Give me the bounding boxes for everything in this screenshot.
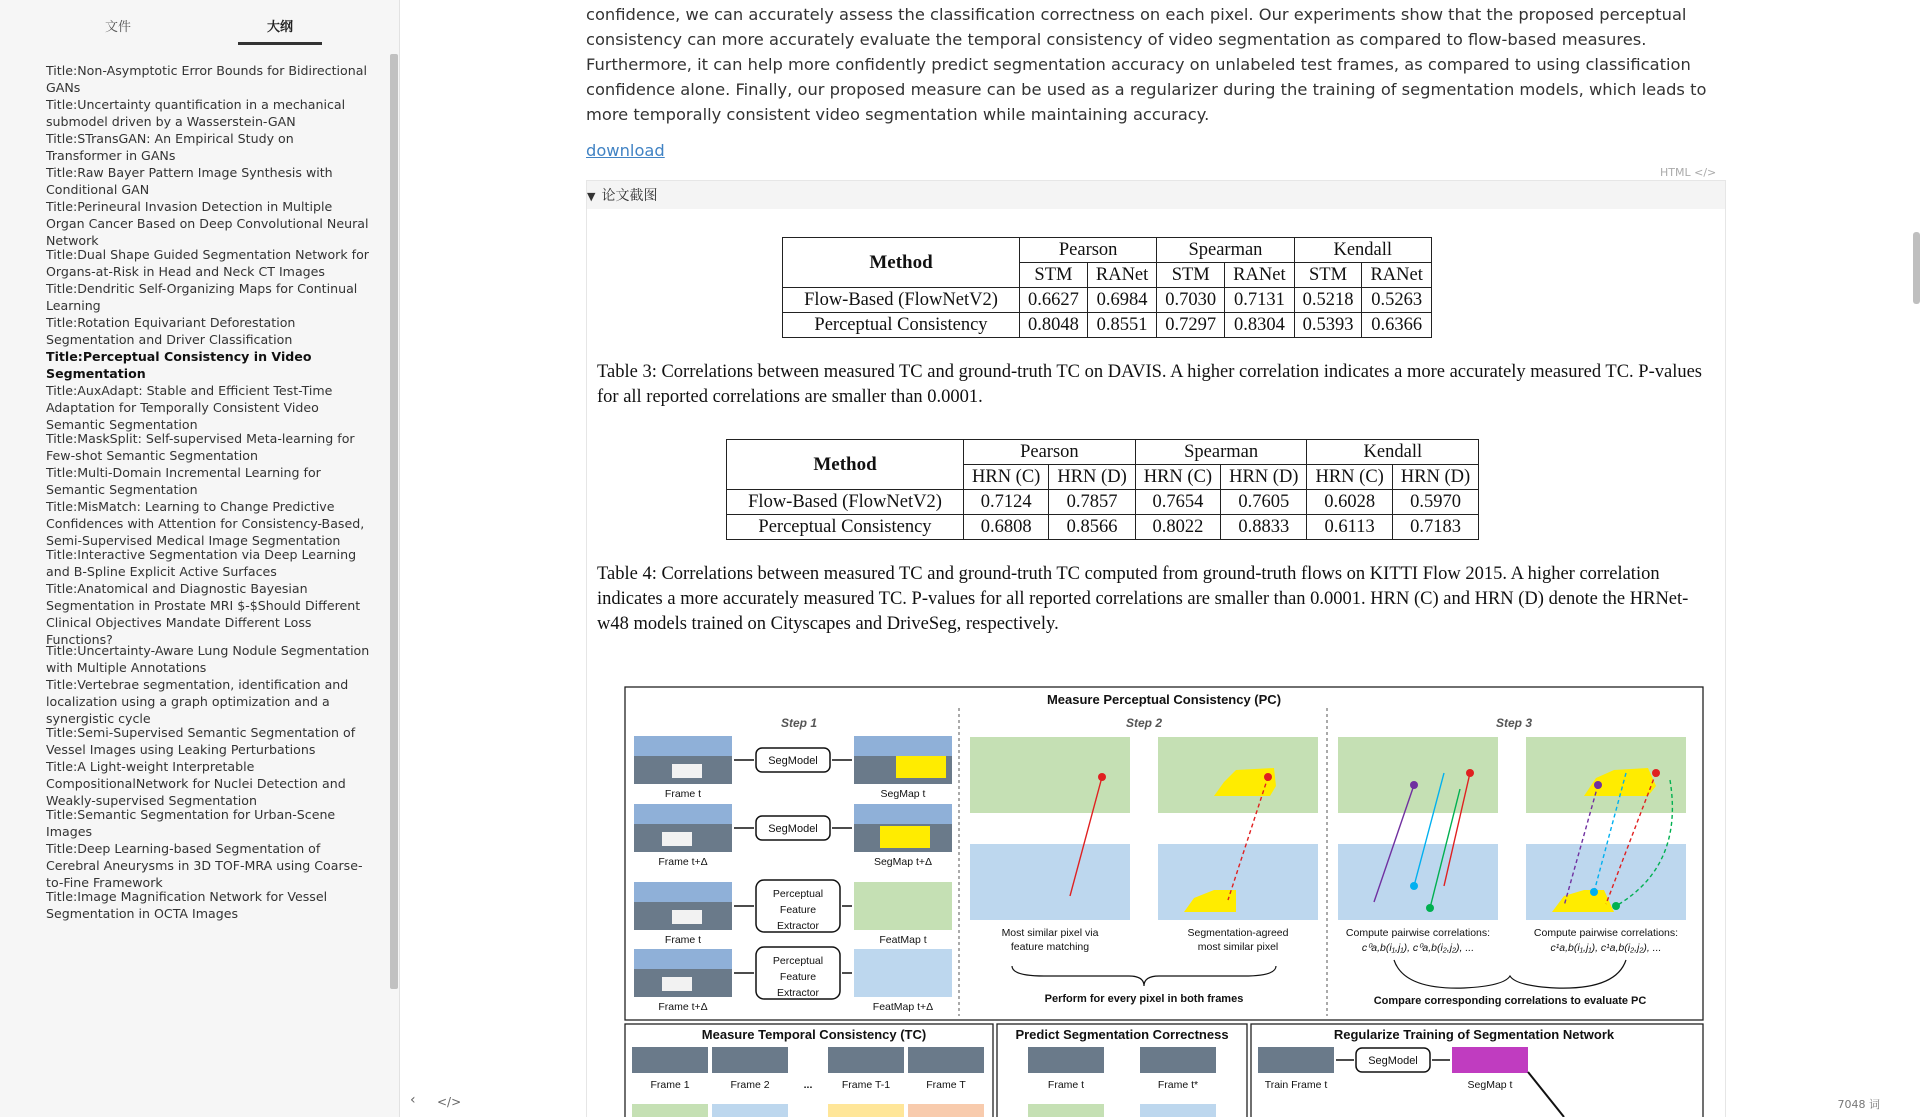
table-row: [783, 288, 1432, 313]
code-icon: </>: [1694, 166, 1717, 179]
details-summary-label: 论文截图: [601, 188, 658, 204]
table-cell: 0.6627: [1020, 288, 1088, 313]
match-point: [1264, 773, 1272, 781]
t4-subheader: HRN (D): [1049, 465, 1135, 490]
table-cell: 0.8551: [1087, 313, 1156, 338]
triangle-down-icon: ▼: [587, 190, 596, 203]
t4-subheader: HRN (D): [1392, 465, 1478, 490]
table-4-group-header: Spearman: [1135, 440, 1307, 465]
outline-item[interactable]: Title:Uncertainty quantification in a mechanical submodel driven by a Wasserstein-GAN: [46, 97, 346, 129]
sky: [854, 736, 952, 756]
sky: [634, 736, 732, 756]
table-cell: 0.8566: [1049, 515, 1135, 540]
table-cell: 0.6808: [964, 515, 1049, 540]
outline-item[interactable]: Title:Semi-Supervised Semantic Segmentation of Vessel Images using Leaking Perturbations: [46, 725, 356, 757]
van: [662, 977, 692, 991]
blue-panel: [970, 844, 1130, 920]
rt-frame-label: Train Frame t: [1264, 1079, 1328, 1091]
table-3-caption: [597, 360, 1717, 410]
t3-subheader: RANet: [1225, 263, 1294, 288]
segmap-thumb: [1452, 1047, 1528, 1073]
segmap-mask: [896, 756, 946, 778]
point: [1410, 882, 1418, 890]
table-3-group-header: Pearson: [1020, 238, 1157, 263]
segmodel-label: SegModel: [768, 823, 818, 835]
html-badge-label: HTML: [1660, 166, 1691, 179]
table-cell: 0.5970: [1392, 490, 1478, 515]
t4-subheader: HRN (C): [964, 465, 1049, 490]
t3-subheader: RANet: [1087, 263, 1156, 288]
details-header: [587, 181, 1725, 209]
pairwise-label: Compute pairwise correlations:: [1533, 927, 1679, 939]
point: [1590, 888, 1598, 896]
code-icon[interactable]: </>: [437, 1095, 462, 1109]
frame-thumb: [1140, 1047, 1216, 1073]
featmap-strip: [908, 1104, 984, 1117]
outline-item[interactable]: Title:Deep Learning-based Segmentation of Cerebral Aneurysms in 3D TOF-MRA using Coarse-to-Fine Framework: [46, 841, 363, 890]
step-3-label: Step 3: [1495, 716, 1533, 730]
outline-list: [0, 56, 385, 1117]
pfe-line-1: Perceptual: [772, 955, 824, 967]
method-figure: [624, 686, 1704, 1117]
table-4-method-header: Method: [727, 440, 964, 490]
outline-item[interactable]: Title:Vertebrae segmentation, identification and localization using a graph optimization and a synergistic cycle: [46, 677, 349, 726]
segmodel-label: SegModel: [768, 755, 818, 767]
pairwise-formula: c¹a,b(i₁,j₁), c¹a,b(i₂,j₂), ...: [1550, 942, 1662, 954]
point: [1612, 902, 1620, 910]
table-cell: 0.5218: [1294, 288, 1362, 313]
row-method: Perceptual Consistency: [727, 515, 964, 540]
table-cell: 0.7605: [1221, 490, 1307, 515]
match-point: [1098, 773, 1106, 781]
table-4: [726, 439, 1479, 540]
row-method: Flow-Based (FlowNetV2): [783, 288, 1020, 313]
outline-item[interactable]: Title:Semantic Segmentation for Urban-Scene Images: [46, 807, 336, 839]
point: [1466, 769, 1474, 777]
frame-thumb: [712, 1047, 788, 1073]
row-method: Flow-Based (FlowNetV2): [727, 490, 964, 515]
row-method: Perceptual Consistency: [783, 313, 1020, 338]
sidebar-scrollbar[interactable]: [390, 54, 398, 989]
featmap-green: [854, 882, 952, 930]
frame-thumb: [1028, 1047, 1104, 1073]
frame-label: Frame t+Δ: [658, 1001, 708, 1013]
table-cell: 0.6028: [1307, 490, 1392, 515]
table-cell: 0.7124: [964, 490, 1049, 515]
t3-subheader: STM: [1294, 263, 1362, 288]
sky: [634, 804, 732, 824]
table-cell: 0.8833: [1221, 515, 1307, 540]
van: [662, 832, 692, 846]
abstract-text: confidence, we can accurately assess the classification correctness on each pixel. Our experiments show that the proposed perceptual consistency can more accurately evaluate the temporal consistency of video segmentation as compared to flow-based measures. Furthermore, it can help more confidently predict segmentation accuracy on unlabeled test frames, as compared to using classification confidence alone. Finally, our proposed measure can be used as a regularizer during the training of segmentation models, which leads to more temporally consistent video segmentation while maintaining accuracy.: [586, 5, 1707, 124]
most-similar-line-1: Most similar pixel via: [1001, 927, 1099, 939]
html-badge[interactable]: [1660, 166, 1716, 179]
outline-item[interactable]: Title:A Light-weight Interpretable CompositionalNetwork for Nuclei Detection and Weakly-supervised Segmentation: [46, 759, 346, 808]
table-3-caption-label: Table 3:: [597, 362, 657, 382]
t3-subheader: STM: [1157, 263, 1225, 288]
frame-thumb: [1258, 1047, 1334, 1073]
table-cell: 0.7857: [1049, 490, 1135, 515]
point: [1426, 904, 1434, 912]
blue-panel: [1158, 844, 1318, 920]
download-link[interactable]: download: [586, 141, 665, 160]
seg-agreed-line-2: most similar pixel: [1197, 941, 1279, 953]
featmap-strip: [1140, 1104, 1216, 1117]
tc-frame-label: Frame 1: [650, 1079, 690, 1091]
featmap-label: FeatMap t+Δ: [872, 1001, 934, 1013]
featmap-strip: [1028, 1104, 1104, 1117]
featmap-strip: [712, 1104, 788, 1117]
word-count: 7048 词: [1837, 1098, 1880, 1111]
compare-label: Compare corresponding correlations to evaluate PC: [1373, 995, 1647, 1007]
table-cell: 0.8048: [1020, 313, 1088, 338]
outline-item[interactable]: Title:Perineural Invasion Detection in Multiple Organ Cancer Based on Deep Convolutional Neural Network: [46, 199, 369, 248]
tc-frame-label: ...: [803, 1079, 813, 1091]
pairwise-formula: c⁰a,b(i₁,j₁), c⁰a,b(i₂,j₂), ...: [1361, 942, 1475, 954]
frame-thumb: [632, 1047, 708, 1073]
point: [1652, 769, 1660, 777]
outline-item[interactable]: Title:MaskSplit: Self-supervised Meta-learning for Few-shot Semantic Segmentation: [46, 431, 355, 463]
outline-item[interactable]: Title:Anatomical and Diagnostic Bayesian Segmentation in Prostate MRI $-$Should Different Clinical Objectives Mandate Different Loss Functions?: [46, 581, 361, 647]
table-4-group-header: Pearson: [964, 440, 1136, 465]
outline-item[interactable]: Title:Image Magnification Network for Vessel Segmentation in OCTA Images: [46, 889, 328, 921]
frame-label: Frame t+Δ: [658, 856, 708, 868]
sidebar-tabs: [0, 0, 399, 48]
table-3-caption-text: Correlations between measured TC and ground-truth TC on DAVIS. A higher correlation indicates a more accurately measured TC. P-values for all reported correlations are smaller than 0.0001.: [597, 362, 1702, 407]
tc-frame-label: Frame 2: [730, 1079, 770, 1091]
table-cell: 0.5393: [1294, 313, 1362, 338]
tc-title: Measure Temporal Consistency (TC): [701, 1027, 927, 1042]
table-row: [727, 490, 1479, 515]
sky: [634, 949, 732, 969]
table-cell: 0.7183: [1392, 515, 1478, 540]
pfe-line-1: Perceptual: [772, 888, 824, 900]
featmap-label: FeatMap t: [879, 934, 927, 946]
t4-subheader: HRN (D): [1221, 465, 1307, 490]
point: [1594, 781, 1602, 789]
table-cell: 0.8022: [1135, 515, 1220, 540]
table-cell: 0.8304: [1225, 313, 1294, 338]
frame-label: Frame t: [664, 934, 702, 946]
pfe-line-2: Feature: [779, 971, 817, 983]
tab-files[interactable]: 文件: [104, 20, 131, 35]
main-scrollbar-thumb[interactable]: [1913, 232, 1920, 304]
blue-panel: [1338, 844, 1498, 920]
table-cell: 0.7654: [1135, 490, 1220, 515]
rt-segmap-label: SegMap t: [1467, 1079, 1513, 1091]
table-4-caption-text: Correlations between measured TC and ground-truth TC computed from ground-truth flows on KITTI Flow 2015. A higher correlation indicates a more accurately measured TC. P-values for all reported correlations are smaller than 0.0001. HRN (C) and HRN (D) denote the HRNet-w48 models trained on Cityscapes and DriveSeg, respectively.: [597, 564, 1689, 634]
step-1-label: Step 1: [780, 716, 818, 730]
sky: [854, 804, 952, 824]
table-3-group-header: Spearman: [1157, 238, 1294, 263]
green-panel: [970, 737, 1130, 813]
t4-subheader: HRN (C): [1307, 465, 1392, 490]
table-cell: 0.6113: [1307, 515, 1392, 540]
perform-label: Perform for every pixel in both frames: [1044, 993, 1244, 1005]
frame-label: Frame t: [664, 788, 702, 800]
van: [672, 910, 702, 924]
seg-agreed-line-1: Segmentation-agreed: [1187, 927, 1289, 939]
tc-frame-label: Frame T-1: [841, 1079, 891, 1091]
van: [672, 764, 702, 778]
point: [1410, 781, 1418, 789]
featmap-strip: [828, 1104, 904, 1117]
frame-thumb: [908, 1047, 984, 1073]
psc-frame-label: Frame t*: [1157, 1079, 1199, 1091]
table-cell: 0.7297: [1157, 313, 1225, 338]
table-4-caption: [597, 562, 1717, 637]
outline-item[interactable]: Title:STransGAN: An Empirical Study on Transformer in GANs: [46, 131, 294, 163]
table-4-caption-label: Table 4:: [597, 564, 657, 584]
figure-top-title: Measure Perceptual Consistency (PC): [1046, 692, 1282, 707]
segmap-mask: [880, 826, 930, 848]
tab-outline[interactable]: 大纲: [266, 20, 293, 35]
t3-subheader: STM: [1020, 263, 1088, 288]
table-cell: 0.7131: [1225, 288, 1294, 313]
frame-thumb: [828, 1047, 904, 1073]
green-panel: [1338, 737, 1498, 813]
segmap-label: SegMap t: [880, 788, 926, 800]
table-row: [727, 515, 1479, 540]
table-3: [782, 237, 1432, 338]
segmodel-label: SegModel: [1368, 1055, 1418, 1067]
outline-item[interactable]: Title:AuxAdapt: Stable and Efficient Test-Time Adaptation for Temporally Consistent Video Semantic Segmentation: [46, 383, 333, 432]
table-row: [783, 313, 1432, 338]
table-3-group-header: Kendall: [1294, 238, 1431, 263]
rt-title: Regularize Training of Segmentation Network: [1333, 1027, 1615, 1042]
pfe-line-3: Extractor: [776, 987, 820, 999]
sky: [634, 882, 732, 902]
segmap-label: SegMap t+Δ: [873, 856, 933, 868]
table-cell: 0.7030: [1157, 288, 1225, 313]
outline-item[interactable]: Title:Perceptual Consistency in Video Segmentation: [46, 349, 312, 381]
outline-item[interactable]: Title:Dual Shape Guided Segmentation Network for Organs-at-Risk in Head and Neck CT Images: [46, 247, 369, 279]
pfe-line-3: Extractor: [776, 920, 820, 932]
outline-item[interactable]: Title:Raw Bayer Pattern Image Synthesis with Conditional GAN: [46, 165, 333, 197]
featmap-strip: [632, 1104, 708, 1117]
outline-item[interactable]: Title:Rotation Equivariant Deforestation Segmentation and Driver Classification: [46, 315, 296, 347]
psc-title: Predict Segmentation Correctness: [1015, 1027, 1229, 1042]
chevron-left-icon[interactable]: ‹: [410, 1092, 416, 1108]
t3-subheader: RANet: [1362, 263, 1431, 288]
table-cell: 0.6366: [1362, 313, 1431, 338]
t4-subheader: HRN (C): [1135, 465, 1220, 490]
tc-frame-label: Frame T: [926, 1079, 966, 1091]
outline-item[interactable]: Title:Uncertainty-Aware Lung Nodule Segmentation with Multiple Annotations: [46, 643, 370, 675]
outline-item[interactable]: Title:Dendritic Self-Organizing Maps for Continual Learning: [46, 281, 358, 313]
step-2-label: Step 2: [1125, 716, 1163, 730]
table-3-method-header: Method: [783, 238, 1020, 288]
sidebar: [0, 0, 462, 1117]
most-similar-line-2: feature matching: [1010, 941, 1090, 953]
table-cell: 0.6984: [1087, 288, 1156, 313]
outline-item[interactable]: Title:Non-Asymptotic Error Bounds for Bidirectional GANs: [46, 63, 367, 95]
active-tab-indicator: [238, 42, 322, 45]
details-summary[interactable]: [587, 185, 657, 205]
table-cell: 0.5263: [1362, 288, 1431, 313]
outline-item[interactable]: Title:Multi-Domain Incremental Learning for Semantic Segmentation: [46, 465, 321, 497]
outline-item[interactable]: Title:Interactive Segmentation via Deep Learning and B-Spline Explicit Active Surfaces: [46, 547, 357, 579]
psc-frame-label: Frame t: [1047, 1079, 1085, 1091]
featmap-blue: [854, 949, 952, 997]
table-4-group-header: Kendall: [1307, 440, 1479, 465]
pfe-line-2: Feature: [779, 904, 817, 916]
pairwise-label: Compute pairwise correlations:: [1345, 927, 1491, 939]
outline-item[interactable]: Title:MisMatch: Learning to Change Predictive Confidences with Attention for Consistency-Based, Semi-Supervised Medical Image Segmentation: [46, 499, 365, 548]
